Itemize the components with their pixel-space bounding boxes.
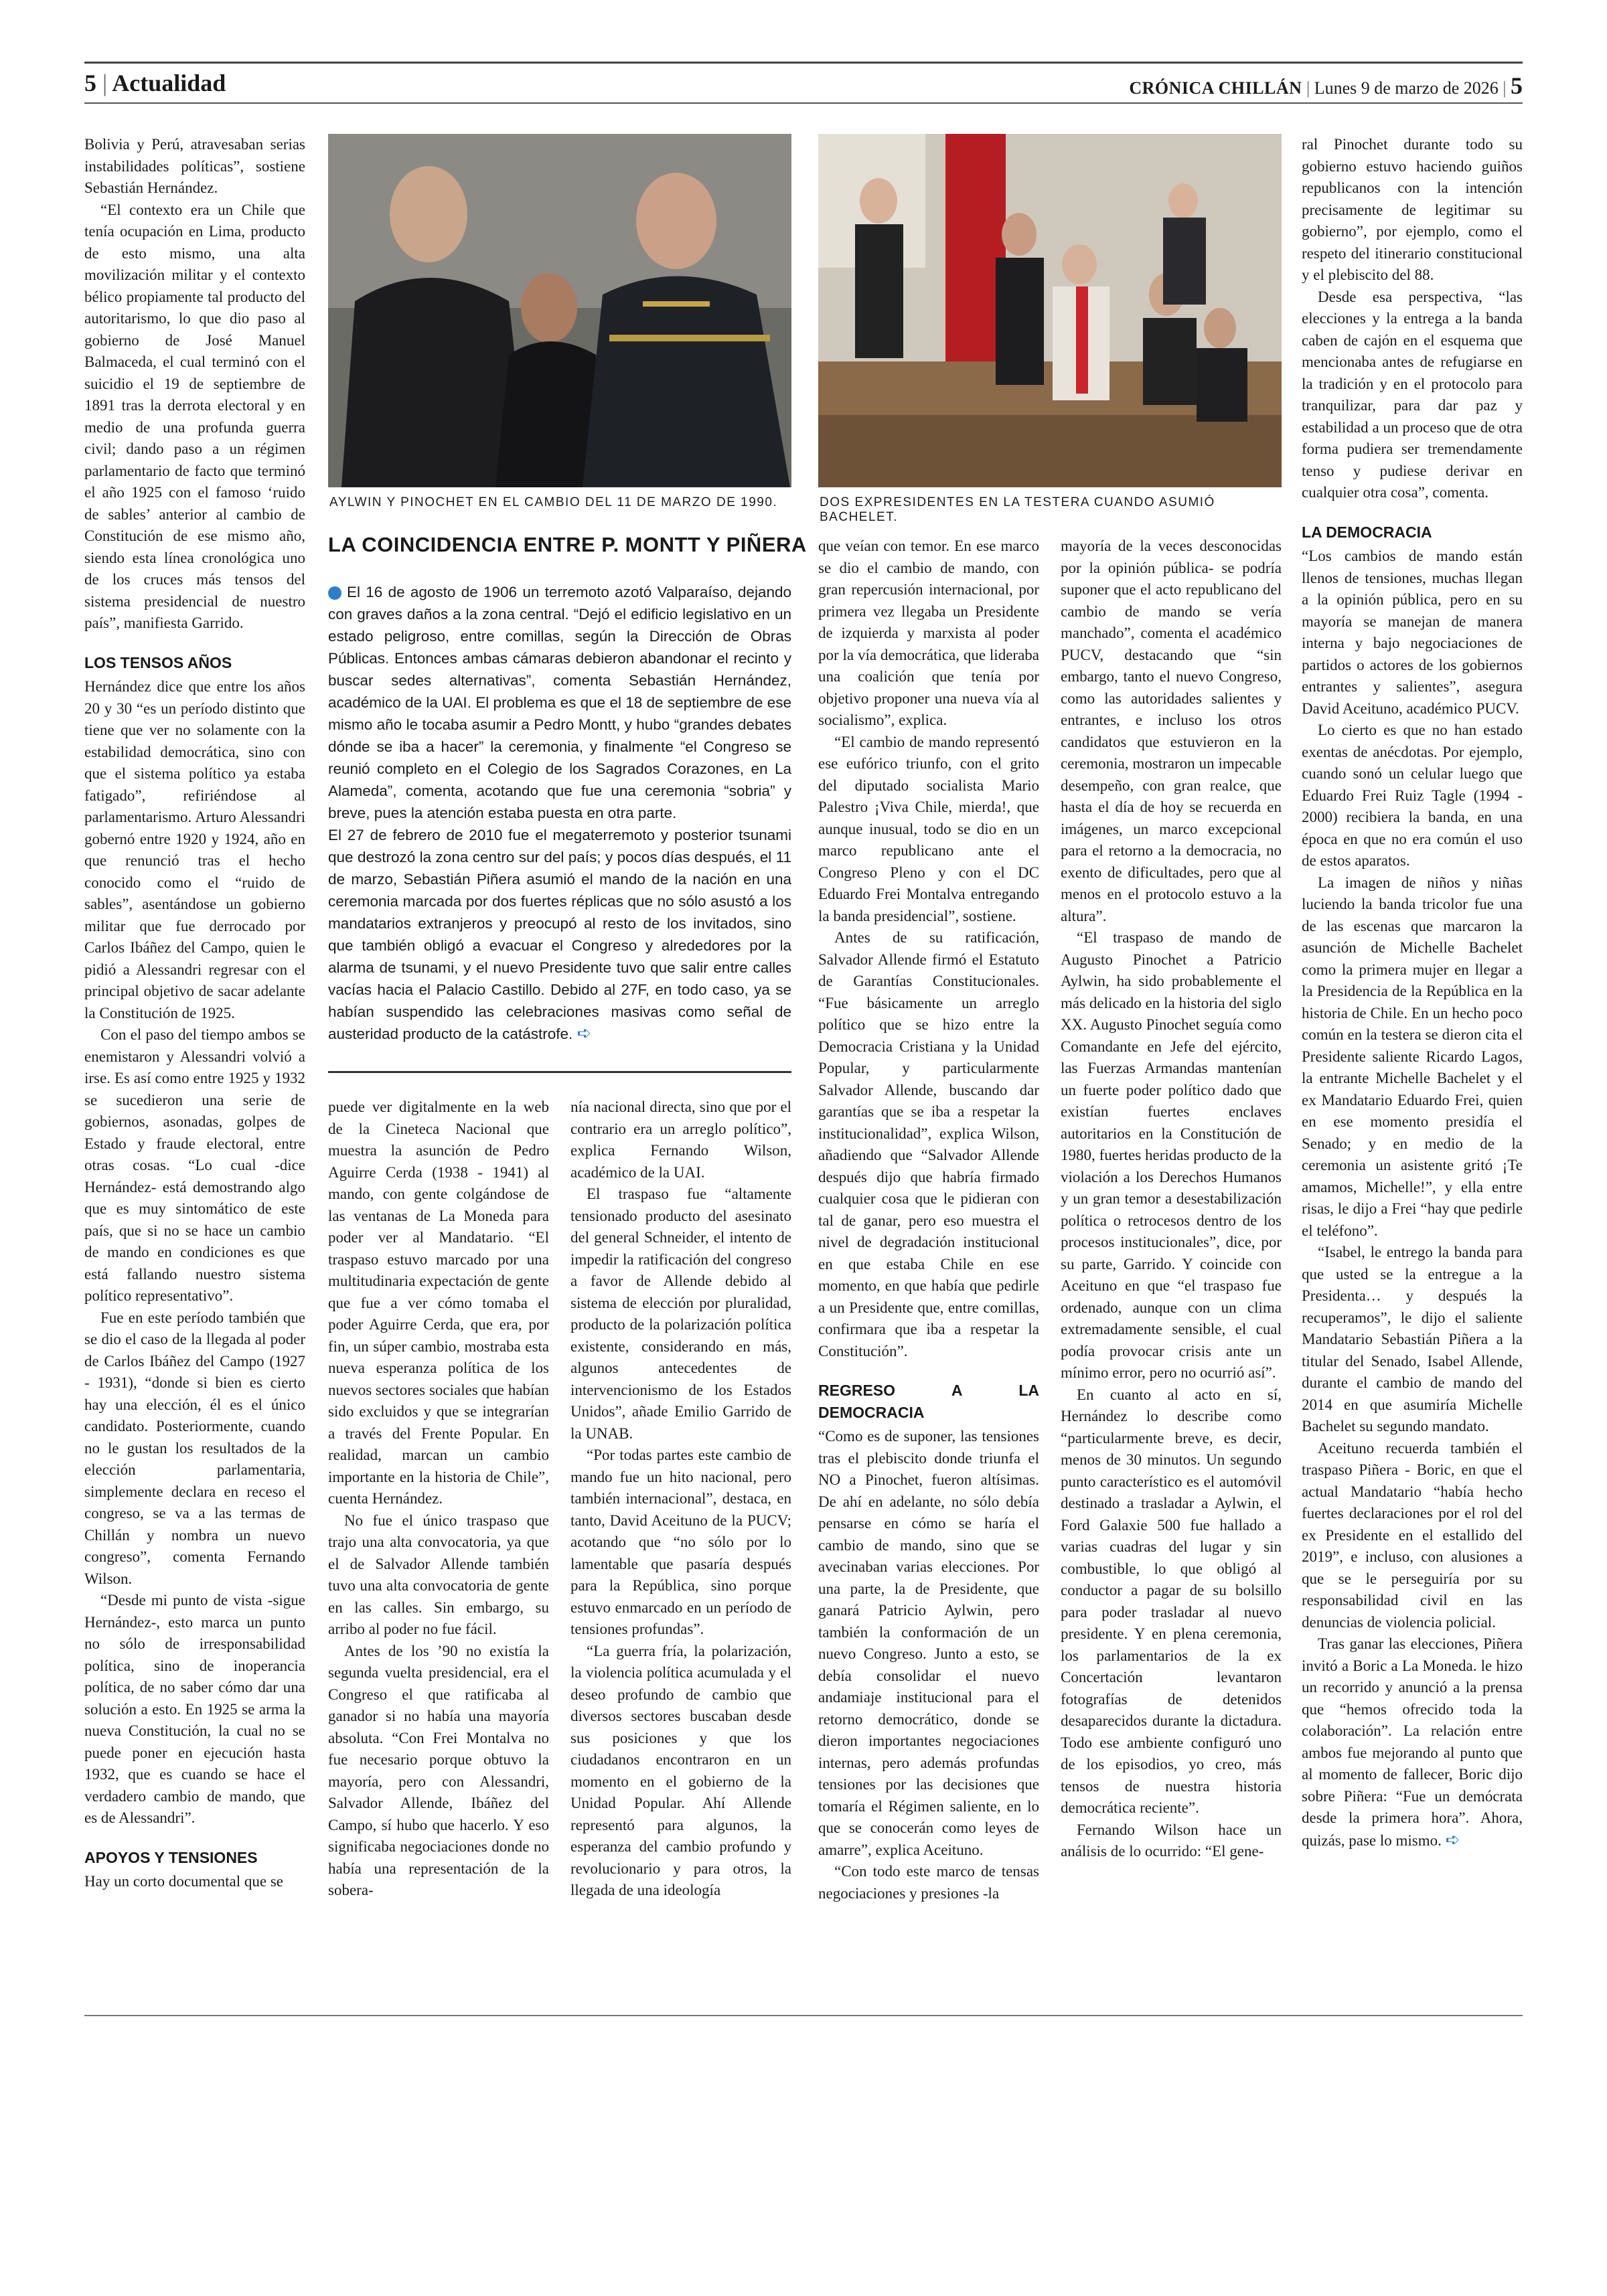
col3-paragraph-2: El traspaso fue “altamente tensionado producto del asesinato del general Schneider, el intento de impedir la ratificación del congreso a favor de Allende debido al sistema de elección por pluralidad, producto de la polarización política existente, considerando en más, algunos antecedentes de intervencionismo de los Estados Unidos”, añade Emilio Garrido de la UNAB. [570,1185,791,1442]
subheading-regreso-democracia: REGRESO A LA DEMOCRACIA [818,1382,1039,1421]
col3-paragraph-1: nía nacional directa, sino que por el contrario era un arreglo político”, explica Fernando Wilson, académico de la UAI. [570,1098,791,1181]
right-page-number: 5 [1511,72,1523,99]
photo-bachelet-ceremony [818,134,1282,487]
box-body [328,581,791,1045]
col4-paragraph-2: “El cambio de mando representó ese eufórico triunfo, con el grito del diputado socialista Mario Palestro ¡Viva Chile, mierda!, que aunque inusual, todo se dio en un marco republicano ante el Congreso Pleno y con el DC Eduardo Frei Montalva entregando la banda presidencial”, sostiene. [818,733,1039,924]
col5-paragraph-4: Fernando Wilson hace un análisis de lo ocurrido: “El gene- [1061,1821,1282,1860]
photo-bachelet-ceremony-image [818,134,1282,487]
box-paragraph-2: El 27 de febrero de 2010 fue el megaterremoto y posterior tsunami que destrozó la zona centro sur del país; y pocos días después, el 11 de marzo, Sebastián Piñera asumió el mando de la nación en una ceremonia marcada por dos fuertes réplicas que no sólo asustó a los mandatarios extranjeros y preocupó al resto de los invitados, sino que también obligó a evacuar el Congreso y alrededores por la alarma de tsunami, y el nuevo Presidente tuvo que salir entre calles vacías hacia el Palacio Castillo. Debido al 27F, en todo caso, ya se habían suspendido las celebraciones masivas como señal de austeridad producto de la catástrofe. ➪ [328,827,791,1044]
col4-paragraph-1: que veían con temor. En ese marco se dio el cambio de mando, con gran repercusión internacional, por primera vez llegaba un Presidente de izquierda y marxista al poder por la vía democrática, que lideraba una coalición que tenía por objetivo proponer una nueva vía al socialismo”, explica. [818,538,1039,728]
col6-paragraph-3: “Los cambios de mando están llenos de tensiones, muchas llegan a la opinión pública, pero en su mayoría se manejan de manera interna y bajo negociaciones de partidos o actores de los gobiernos entrantes y salientes”, asegura David Aceituno, académico PUCV. [1302,548,1523,717]
col1-paragraph-1: Bolivia y Perú, atravesaban serias instabilidades políticas”, sostiene Sebastián Hernández. [84,136,305,196]
publication-info: CRÓNICA CHILLÁN | Lunes 9 de marzo de 2026 | 5 [1129,72,1523,99]
col1-paragraph-6: “Desde mi punto de vista -sigue Hernández-, esto marca un punto no sólo de irresponsabilidad política, sino de inoperancia política, de no saber cómo dar una solución a esto. En 1925 se arma la nueva Constitución, la cual no se puede poner en ejecución hasta 1932, que es cuando se hace el verdadero cambio de mando, que es de Alessandri”. [84,1592,305,1826]
issue-date: Lunes 9 de marzo de 2026 [1314,78,1499,98]
photo-caption-left: AYLWIN Y PINOCHET EN EL CAMBIO DEL 11 DE MARZO DE 1990. [329,495,778,509]
col6-paragraph-6: “Isabel, le entrego la banda para que usted se la entregue a la Presidenta… y después la recuperamos”, le dijo el saliente Mandatario Sebastián Piñera a la titular del Senado, Isabel Allende, durante el cambio de mando del 2014 en que asumiría Michelle Bachelet su segundo mandato. [1302,1244,1523,1434]
subheading-tensos-anos: LOS TENSOS AÑOS [84,653,232,671]
col1-paragraph-4: Con el paso del tiempo ambos se enemistaron y Alessandri volvió a irse. Es así como entre 1925 y 1932 se sucedieron una serie de gobiernos, asonadas, golpes de Estado y fraude electoral, entre otras cosas. “Lo cual -dice Hernández- está demostrando algo que es muy sintomático de este país, que si no se hace un cambio de mando en condiciones es que está fallando nuestro sistema político representativo”. [84,1026,305,1304]
col6-paragraph-5: La imagen de niños y niñas luciendo la banda tricolor fue una de las escenas que marcaron la asunción de Michelle Bachelet como la primera mujer en llegar a la Presidencia de la República en la historia de Chile. En un hecho poco común en la testera se dieron cita el Presidente saliente Ricardo Lagos, la entrante Michelle Bachelet y el ex Mandatario Eduardo Frei, quien en ese momento presidía el Senado; y en medio de la ceremonia un asistente gritó ¡Te amamos, Michelle!”, y ella entre risas, le dijo a Frei “hay que pedirle el teléfono”. [1302,874,1523,1239]
col2-paragraph-1: puede ver digitalmente en la web de la Cineteca Nacional que muestra la asunción de Pedro Aguirre Cerda (1938 - 1941) al mando, con gente colgándose de las ventanas de La Moneda para poder ver al Mandatario. “El traspaso estuvo marcado por una multitudinaria expectación de gente que fue a ver cómo tomaba el poder Aguirre Cerda, que era, por fin, un súper cambio, mostraba esta nueva esperanza política de los nuevos sectores sociales que habían sido excluidos y que se integrarían a través del Frente Popular. En realidad, marcan un cambio importante en la historia de Chile”, cuenta Hernández. [328,1098,549,1507]
col1-paragraph-3: Hernández dice que entre los años 20 y 30 “es un período distinto que tiene que ver no solamente con la estabilidad democrática, sino con que el sistema político ya estaba fatigado”, refiriéndose al parlamentarismo. Arturo Alessandri gobernó entre 1920 y 1924, año en que renunció tras el hecho conocido como el “ruido de sables”, asentándose un gobierno militar que fue derrocado por Carlos Ibáñez del Campo, quien le pidió a Alessandri regresar con el principal objetivo de sacar adelante la Constitución de 1925. [84,678,305,1021]
col2-paragraph-2: No fue el único traspaso que trajo una alta convocatoria, ya que el de Salvador Allende también tuvo una alta convocatoria de gente en las calles. Sin embargo, su arribo al poder no fue fácil. [328,1511,549,1637]
col2-paragraph-3: Antes de los ’90 no existía la segunda vuelta presidencial, era el Congreso el que ratificaba al ganador si no había una mayoría absoluta. “Con Frei Montalva no fue necesario porque obtuvo la mayoría, pero con Alessandri, Salvador Allende, Ibáñez del Campo, sí hubo que hacerlo. Y eso significaba negociaciones donde no había una representación de la sobera- [328,1642,549,1898]
col6-paragraph-7: Aceituno recuerda también el traspaso Piñera - Boric, en que el actual Mandatario “había hecho fuertes declaraciones por el rol del ex Presidente en el estallido del 2019”, e incluso, con alusiones a que se le perseguiría por su responsabilidad civil en las denuncias de violencia policial. [1302,1439,1523,1631]
section-label: 5 | Actualidad [84,70,226,96]
subheading-apoyos-tensiones: APOYOS Y TENSIONES [84,1848,258,1866]
col3-paragraph-3: “Por todas partes este cambio de mando fue un hito nacional, pero también internacional”, destaca, en tanto, David Aceituno de la PUCV; acotando que “no sólo por lo lamentable que pasaría después para la República, sino porque estuvo enmarcado en un período de tensiones profundas”. [570,1447,791,1637]
publication-name: CRÓNICA CHILLÁN [1129,78,1302,98]
column-1 [84,134,305,1893]
col6-paragraph-1: ral Pinochet durante todo su gobierno estuvo haciendo guiños republicanos con la intención precisamente de legitimar su gobierno”, por ejemplo, como el respeto del itinerario constitucional y el plebiscito del 88. [1302,136,1523,283]
page-header [84,62,1523,104]
col4-paragraph-3: Antes de su ratificación, Salvador Allende firmó el Estatuto de Garantías Constitucionales. “Fue básicamente un arreglo político que se hizo entre la Democracia Cristiana y la Unidad Popular, y particularmente Salvador Allende, buscando dar garantías que se iba a respetar la institucionalidad”, explica Wilson, añadiendo que “Salvador Allende después dijo que habría firmado cualquier cosa que le pidieran con tal de ganar, pero eso muestra el nivel de degradación institucional en que estaba Chile en ese momento, en que había que pedirle a un Presidente que, entre comillas, confirmara que iba a respetar la Constitución”. [818,929,1039,1360]
photo-aylwin-pinochet [328,134,791,487]
photo-aylwin-pinochet-image [328,134,791,487]
col4-paragraph-5: “Con todo este marco de tensas negociaciones y presiones -la [818,1863,1039,1902]
column-3 [570,1096,791,1902]
col1-paragraph-7: Hay un corto documental que se [84,1873,283,1890]
box-paragraph-1: El 16 de agosto de 1906 un terremoto azotó Valparaíso, dejando con graves daños a la zona central. “Dejó el edificio legislativo en un estado peligroso, entre comillas, según la Dirección de Obras Públicas. Entonces ambas cámaras debieron abandonar el recinto y buscar sedes alternativas”, comenta Sebastián Hernández, académico de la UAI. El problema es que el 18 de septiembre de ese mismo año le tocaba asumir a Pedro Montt, y hubo “grandes debates dónde se iba a hacer” la ceremonia, y finalmente “el Congreso se reunió completo en el Colegio de los Sagrados Corazones, en La Alameda”, comenta, acotando que fue una ceremonia “sobria” y breve, pues la atención estaba puesta en otra parte. [328,584,791,821]
column-6 [1302,134,1523,1852]
col1-paragraph-5: Fue en este período también que se dio el caso de la llegada al poder de Carlos Ibáñez del Campo (1927 - 1931), “donde si bien es cierto hay una elección, él es el único candidato. Posteriormente, cuando no le gustan los resultados de la elección parlamentaria, simplemente declara en receso el congreso, se va a las termas de Chillán y nombra un nuevo congreso”, comenta Fernando Wilson. [84,1309,305,1587]
end-arrow-icon: ➪ [1445,1829,1460,1850]
bullet-dot-icon [328,586,341,600]
col4-paragraph-4: “Como es de suponer, las tensiones tras el plebiscito donde triunfa el NO a Pinochet, fueron altísimas. De ahí en adelante, no sólo debía pensarse en cómo se haría el cambio de mando, sino que se avecinaban varias elecciones. Por una parte, la de Presidente, que ganará Patricio Aylwin, pero también la conformación de un nuevo Congreso. Junto a esto, se debía consolidar el nuevo andamiaje institucional para el retorno democrático, donde se dieron importantes negociaciones internas, pero además profundas tensiones por las decisiones que tomaría el Régimen saliente, en lo que se conocerán como leyes de amarre”, explica Aceituno. [818,1428,1039,1858]
left-page-number: 5 [84,70,96,96]
col1-paragraph-2: “El contexto era un Chile que tenía ocupación en Lima, producto de esto mismo, una alta movilización militar y el contexto bélico propiamente tal producto del autoritarismo, lo que dio paso al gobierno de José Manuel Balmaceda, el cual terminó con el suicidio el 19 de septiembre de 1891 tras la derrota electoral y en medio de una profunda guerra civil; dando paso a un régimen parlamentario de facto que terminó el año 1925 con el famoso ‘ruido de sables’ anterior al cambio de Constitución de ese mismo año, siendo esta línea cronológica uno de los cruces más tensos del sistema presidencial de nuestro país”, manifiesta Garrido. [84,201,305,631]
box-title: LA COINCIDENCIA ENTRE P. MONTT Y PIÑERA [328,533,807,556]
bottom-rule [84,2015,1523,2016]
col6-paragraph-2: Desde esa perspectiva, “las elecciones y la entrega a la banda caben de cajón en el esquema que mencionaba antes de refugiarse en la tradición y en el protocolo para tranquilizar, para dar paz y estabilidad a un proceso que de otra forma pudiera ser tremendamente tenso y pudiese derivar en cualquier otra cosa”, comenta. [1302,288,1523,501]
continue-arrow-icon: ➪ [577,1023,592,1044]
col5-paragraph-1: mayoría de la veces desconocidas por la opinión pública- se podría suponer que el acto republicano del cambio de mando se vería manchado”, comenta el académico PUCV, destacando que “sin embargo, tanto el nuevo Congreso, como las autoridades salientes y entrantes, e incluso los otros candidatos que estuvieron en la ceremonia, mostraron un impecable desempeño, con gran realce, que hasta el día de hoy se recuerda en imágenes, un marco excepcional para el retorno a la democracia, no exento de dificultades, pero que al menos en el protocolo estuvo a la altura”. [1061,538,1282,924]
section-name: Actualidad [112,70,226,96]
column-2 [328,1096,549,1902]
col6-paragraph-4: Lo cierto es que no han estado exentas de anécdotas. Por ejemplo, cuando sonó un celular luego que Eduardo Frei Ruiz Tagle (1994 - 2000) recibiera la banda, en una época en que no era común el uso de estos aparatos. [1302,722,1523,869]
col5-paragraph-2: “El traspaso de mando de Augusto Pinochet a Patricio Aylwin, ha sido probablemente el más delicado en la historia del siglo XX. Augusto Pinochet seguía como Comandante en Jefe del ejército, las Fuerzas Armandas mantenían un fuerte poder político dado que existían fuertes enclaves autoritarios en la Constitución de 1980, fuertes heridas producto de la violación a los Derechos Humanos y un gran temor a desestabilización política o retrocesos dentro de los procesos institucionales”, dice, por su parte, Garrido. Y coincide con Aceituno en que “el traspaso fue ordenado, aunque con un clima extremadamente sensible, el cual podía provocar crisis ante un mínimo error, pero no ocurrió así”. [1061,929,1282,1381]
col6-paragraph-8: Tras ganar las elecciones, Piñera invitó a Boric a La Moneda. le hizo un recorrido y anunció a la prensa que “hemos ofrecido toda la colaboración”. La relación entre ambos fue mejorando al punto que al momento de fallecer, Boric dijo sobre Piñera: “Fue un demócrata desde la primera hora”. Ahora, quizás, pase lo mismo. ➪ [1302,1635,1523,1850]
photo-caption-right: DOS EXPRESIDENTES EN LA TESTERA CUANDO ASUMIÓ BACHELET. [820,495,1215,524]
col3-paragraph-4: “La guerra fría, la polarización, la violencia política acumulada y el deseo profundo de cambio que diversos sectores buscaban desde sus posiciones y que los ciudadanos encontraron en un momento en el gobierno de la Unidad Popular. Ahí Allende representó para algunos, la esperanza del cambio profundo y revolucionario y para otros, la llegada de una ideología [570,1642,791,1898]
column-5 [1061,536,1282,1863]
box-divider [328,1071,791,1073]
column-4 [818,536,1039,1904]
subheading-la-democracia: LA DEMOCRACIA [1302,523,1432,541]
col5-paragraph-3: En cuanto al acto en sí, Hernández lo describe como “particularmente breve, es decir, menos de 30 minutos. Un segundo punto característico es el automóvil destinado a trasladar a Aylwin, el Ford Galaxie 500 fue hallado a varias cuadras del lugar y sin combustible, lo que obligó al conductor a pagar de su bolsillo para poder trasladar al nuevo presidente. Y en plena ceremonia, los parlamentarios de la ex Concertación levantaron fotografías de detenidos desaparecidos durante la dictadura. Todo ese ambiente configuró uno de los episodios, yo creo, más tensos de nuestra historia democrática reciente”. [1061,1386,1282,1816]
